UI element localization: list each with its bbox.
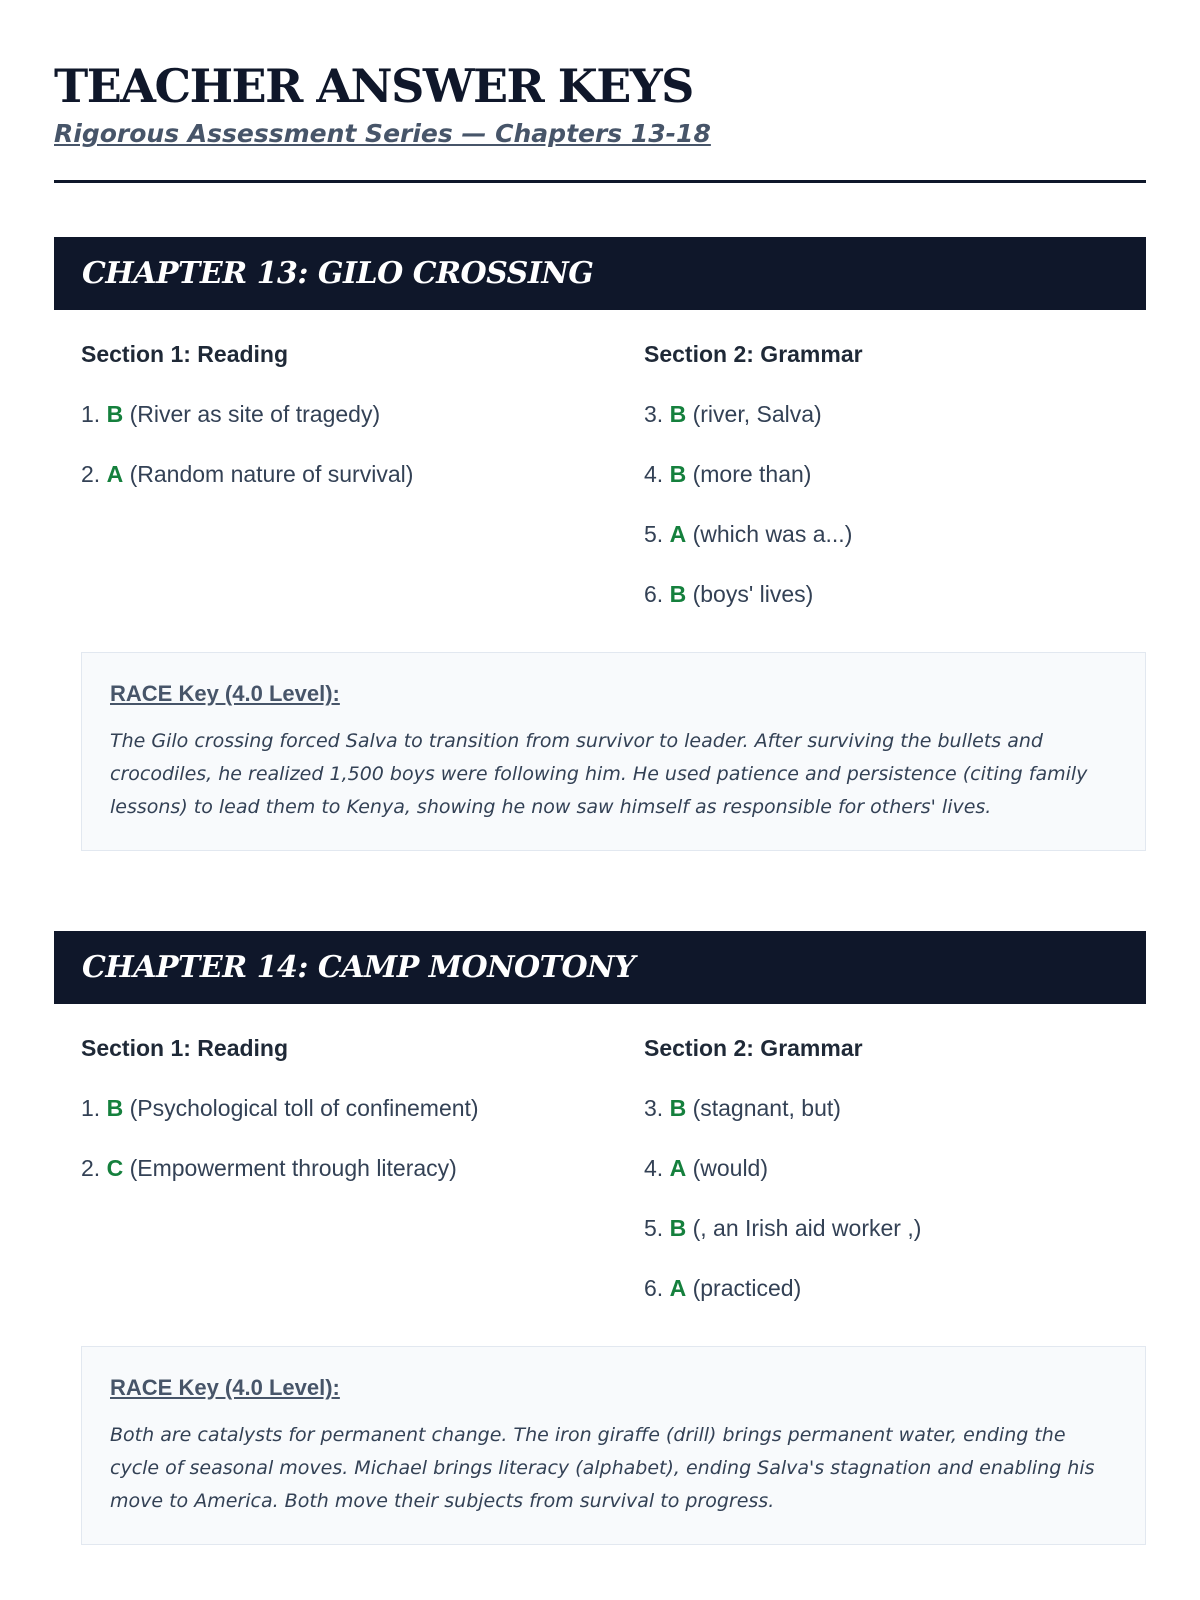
- answer-sections: [54, 336, 1146, 636]
- page-subtitle: Rigorous Assessment Series — Chapters 13-18: [54, 119, 711, 148]
- answer-note: (more than): [692, 461, 812, 487]
- answer-letter: A: [669, 1155, 687, 1181]
- answer-number: 6.: [644, 1275, 664, 1301]
- grammar-heading: Section 2: Grammar: [644, 1035, 863, 1061]
- answer-note: (stagnant, but): [692, 1095, 841, 1121]
- race-key-label: RACE Key (4.0 Level):: [110, 681, 340, 706]
- answer-note: (boys' lives): [692, 581, 814, 607]
- answer-sections: [54, 1030, 1146, 1330]
- answer-number: 5.: [644, 1215, 664, 1241]
- answer-item: [81, 456, 644, 492]
- answer-note: (, an Irish aid worker ,): [692, 1215, 922, 1241]
- answer-note: (river, Salva): [692, 401, 822, 427]
- answer-item: [81, 396, 644, 432]
- chapter-section: [54, 931, 1146, 1545]
- answer-item: [644, 456, 1146, 492]
- answer-number: 2.: [81, 461, 101, 487]
- answer-letter: B: [669, 581, 687, 607]
- answer-letter: B: [669, 1215, 687, 1241]
- reading-section: [81, 336, 644, 636]
- race-key-box: [81, 652, 1146, 851]
- answer-number: 5.: [644, 521, 664, 547]
- answer-letter: B: [669, 1095, 687, 1121]
- chapter-section: [54, 237, 1146, 851]
- answer-number: 3.: [644, 401, 664, 427]
- chapter-header: [54, 931, 1146, 1004]
- answer-item: [644, 1270, 1146, 1306]
- answer-letter: B: [669, 401, 687, 427]
- answer-item: [644, 576, 1146, 612]
- answer-letter: A: [106, 461, 124, 487]
- grammar-section: [644, 1030, 1146, 1330]
- answer-number: 3.: [644, 1095, 664, 1121]
- answer-number: 6.: [644, 581, 664, 607]
- race-key-label: RACE Key (4.0 Level):: [110, 1375, 340, 1400]
- answer-letter: B: [106, 401, 124, 427]
- race-key-box: [81, 1346, 1146, 1545]
- answer-letter: C: [106, 1155, 124, 1181]
- reading-section: [81, 1030, 644, 1330]
- answer-number: 4.: [644, 1155, 664, 1181]
- chapter-title: CHAPTER 14: CAMP MONOTONY: [82, 950, 635, 985]
- answer-letter: B: [669, 461, 687, 487]
- answer-note: (which was a...): [692, 521, 853, 547]
- answer-number: 2.: [81, 1155, 101, 1181]
- answer-letter: A: [669, 521, 687, 547]
- answer-letter: A: [669, 1275, 687, 1301]
- answer-number: 1.: [81, 401, 101, 427]
- chapter-title: CHAPTER 13: GILO CROSSING: [82, 256, 594, 291]
- answer-note: (Empowerment through literacy): [129, 1155, 457, 1181]
- grammar-section: [644, 336, 1146, 636]
- answer-item: [644, 516, 1146, 552]
- answer-number: 4.: [644, 461, 664, 487]
- answer-number: 1.: [81, 1095, 101, 1121]
- page-title: TEACHER ANSWER KEYS: [54, 59, 693, 113]
- reading-heading: Section 1: Reading: [81, 1035, 289, 1061]
- answer-note: (River as site of tragedy): [129, 401, 381, 427]
- answer-note: (Random nature of survival): [129, 461, 414, 487]
- answer-item: [81, 1090, 644, 1126]
- reading-heading: Section 1: Reading: [81, 341, 289, 367]
- answer-item: [644, 396, 1146, 432]
- answer-note: (Psychological toll of confinement): [129, 1095, 479, 1121]
- answer-item: [644, 1150, 1146, 1186]
- race-key-text: Both are catalysts for permanent change. The iron giraffe (drill) brings permanent water, ending the cycle of seasonal moves. Michael brings literacy (alphabet), ending Salva's stagnation and enabling his move to America. Both move their subjects from survival to progress.: [110, 1424, 1095, 1512]
- header-divider: [54, 180, 1146, 183]
- chapter-header: [54, 237, 1146, 310]
- grammar-heading: Section 2: Grammar: [644, 341, 863, 367]
- answer-item: [644, 1210, 1146, 1246]
- answer-item: [644, 1090, 1146, 1126]
- answer-note: (would): [692, 1155, 769, 1181]
- answer-item: [81, 1150, 644, 1186]
- answer-note: (practiced): [692, 1275, 802, 1301]
- race-key-text: The Gilo crossing forced Salva to transition from survivor to leader. After surviving the bullets and crocodiles, he realized 1,500 boys were following him. He used patience and persistence (citing family lessons) to lead them to Kenya, showing he now saw himself as responsible for others' lives.: [110, 730, 1088, 818]
- answer-letter: B: [106, 1095, 124, 1121]
